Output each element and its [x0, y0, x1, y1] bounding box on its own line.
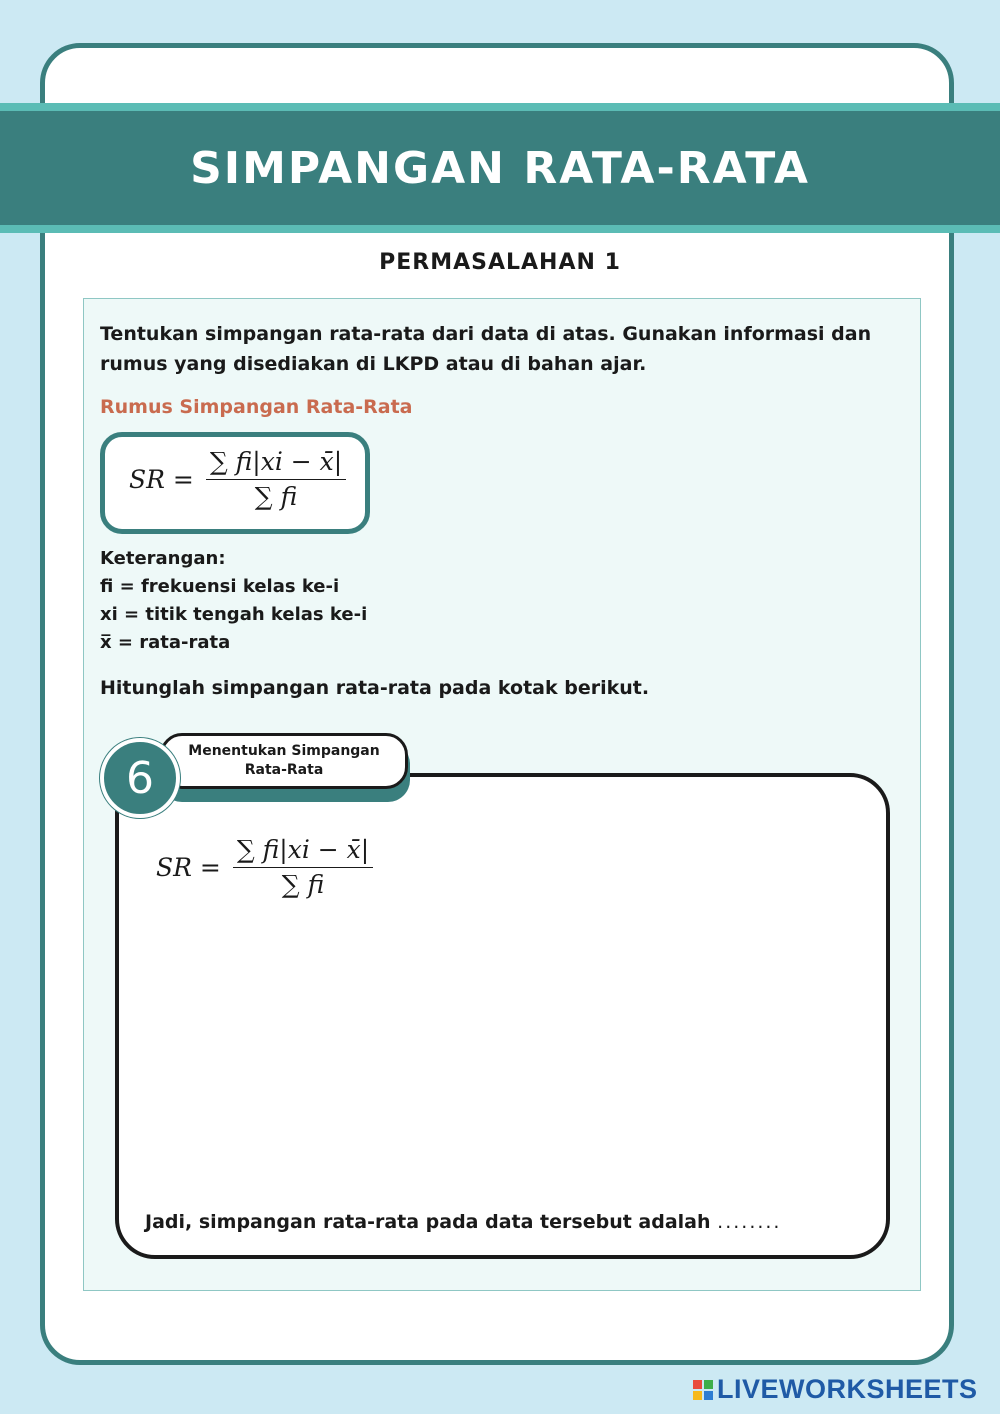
formula-lhs: SR = [129, 464, 194, 494]
title-banner [0, 103, 1000, 233]
formula-fraction [206, 447, 346, 511]
step-label: Menentukan Simpangan Rata-Rata [188, 743, 380, 778]
formula-denominator: ∑ fi [281, 870, 325, 899]
step-tab-label [160, 733, 408, 789]
formula-numerator: ∑ fi|xi − x̄| [233, 835, 373, 868]
title-banner-inner [0, 111, 1000, 225]
formula-lhs: SR = [156, 852, 221, 882]
formula-fraction [233, 835, 373, 899]
step-number-badge [100, 738, 180, 818]
logo-square [693, 1391, 702, 1400]
legend-item: fi = frekuensi kelas ke-i [100, 576, 340, 597]
page-title: SIMPANGAN RATA-RATA [190, 142, 810, 194]
instruction: Hitunglah simpangan rata-rata pada kotak berikut. [100, 677, 650, 699]
logo-square [693, 1380, 702, 1389]
formula-numerator: ∑ fi|xi − x̄| [206, 447, 346, 480]
step-number: 6 [126, 752, 154, 804]
conclusion [145, 1211, 781, 1233]
legend-item: xi = titik tengah kelas ke-i [100, 604, 368, 625]
conclusion-text: Jadi, simpangan rata-rata pada data tersebut adalah [145, 1211, 711, 1233]
formula [129, 447, 346, 511]
formula-box [100, 432, 370, 534]
answer-formula [156, 835, 373, 899]
liveworksheets-logo-icon [693, 1380, 713, 1400]
logo-square [704, 1391, 713, 1400]
footer-brand-text: LIVEWORKSHEETS [717, 1374, 978, 1404]
legend-item: x̅ = rata-rata [100, 632, 231, 653]
answer-box[interactable] [115, 773, 890, 1259]
legend-heading: Keterangan: [100, 548, 226, 569]
problem-heading: PERMASALAHAN 1 [379, 250, 621, 275]
problem-intro: Tentukan simpangan rata-rata dari data di atas. Gunakan informasi dan rumus yang disediakan di LKPD atau di bahan ajar. [100, 323, 872, 375]
answer-blank[interactable]: ........ [717, 1211, 782, 1233]
legend [100, 545, 367, 657]
formula-denominator: ∑ fi [254, 482, 298, 511]
logo-square [704, 1380, 713, 1389]
footer-brand [693, 1374, 978, 1405]
formula-title: Rumus Simpangan Rata-Rata [100, 396, 413, 418]
